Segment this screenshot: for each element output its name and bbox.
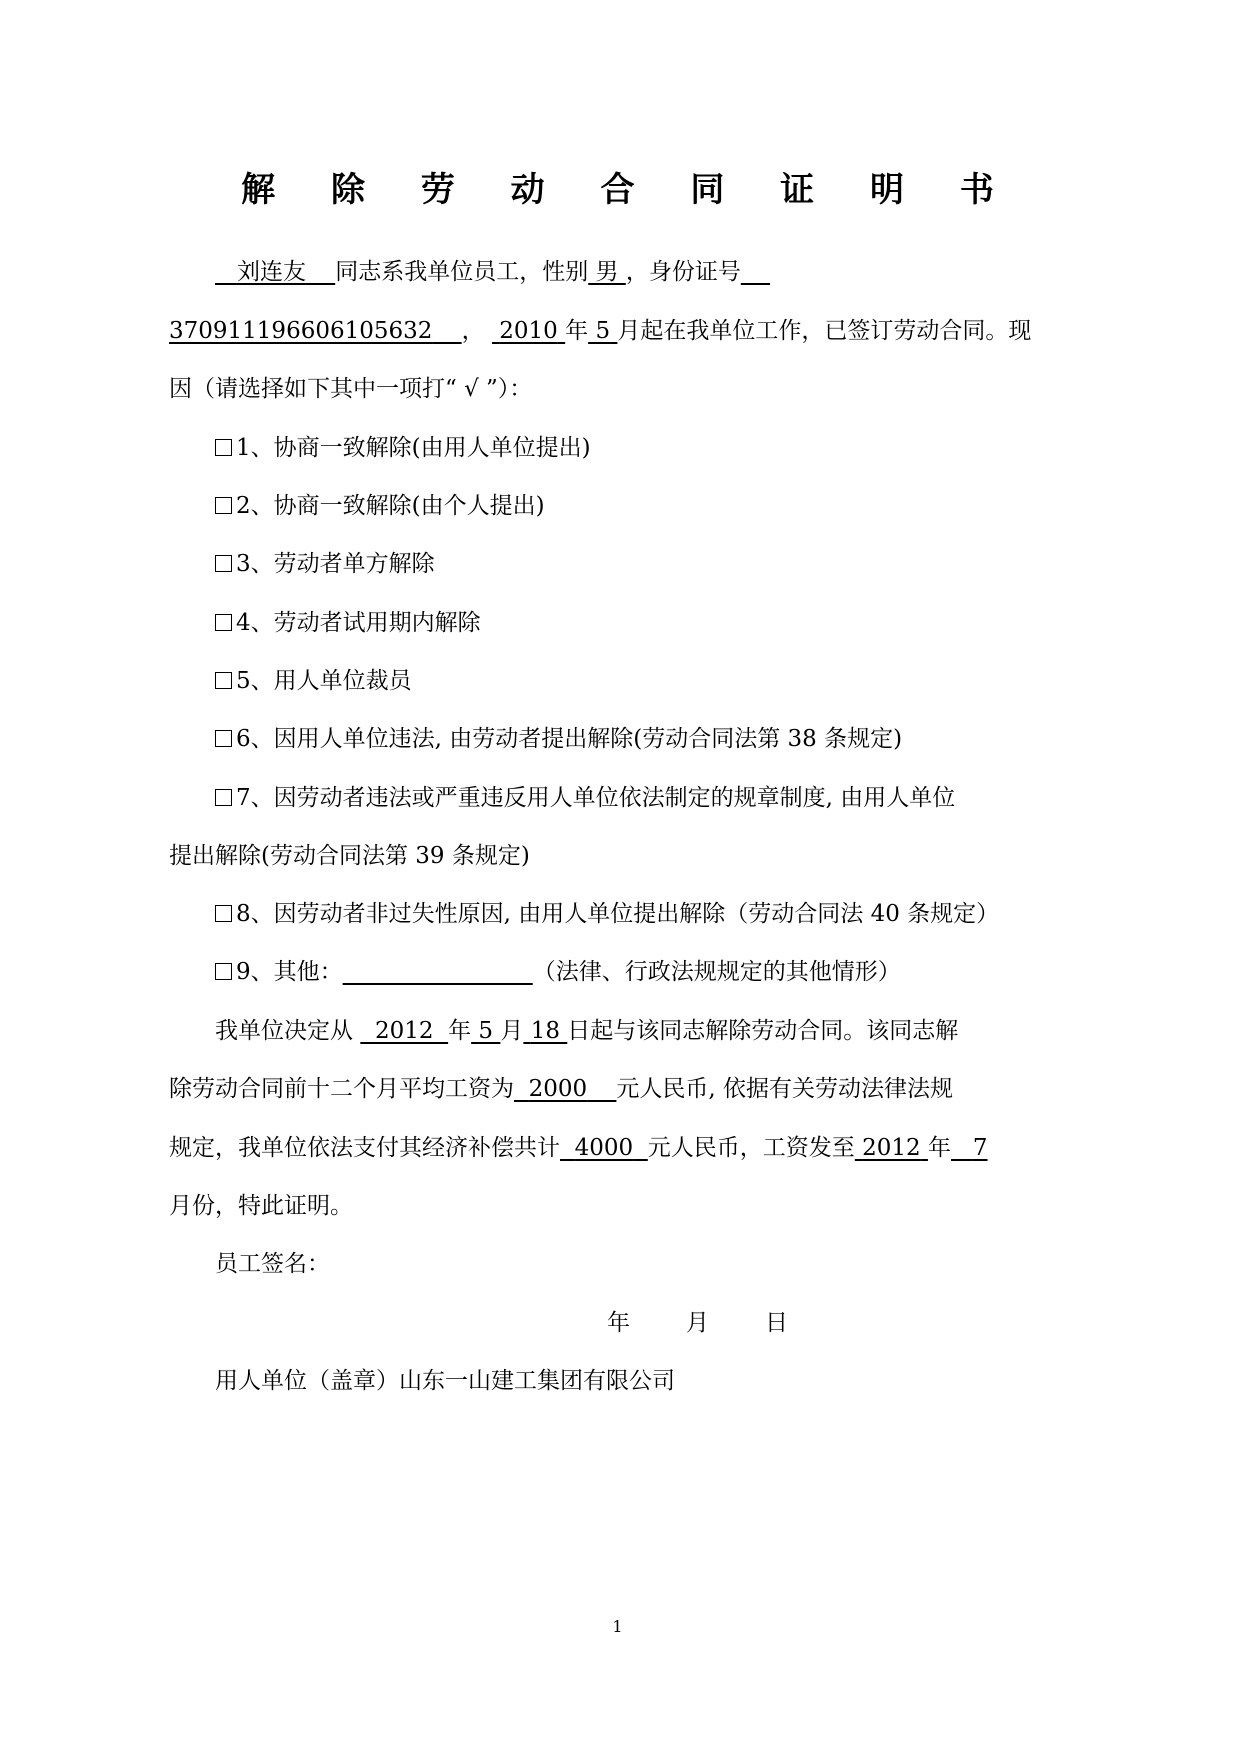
intro-text-3: ， — [461, 318, 485, 344]
decision-line-4: 月份，特此证明。 — [169, 1193, 353, 1219]
checkbox[interactable] — [215, 730, 232, 747]
checkbox[interactable] — [215, 789, 232, 806]
date-year-label: 年 — [607, 1310, 630, 1336]
employer-name: 山东一山建工集团有限公司 — [399, 1368, 675, 1394]
page-number: 1 — [612, 1617, 623, 1636]
checkbox[interactable] — [215, 905, 232, 922]
option-7-continued: 提出解除(劳动合同法第 39 条规定) — [169, 843, 530, 869]
termination-month: 5 — [478, 1018, 494, 1044]
termination-day: 18 — [530, 1018, 560, 1044]
checkbox[interactable] — [215, 672, 232, 689]
start-month: 5 — [595, 318, 611, 344]
termination-year: 2012 — [374, 1018, 434, 1044]
employee-gender: 男 — [595, 259, 619, 285]
date-day-label: 日 — [765, 1310, 788, 1336]
option-3: 3、劳动者单方解除 — [215, 548, 435, 580]
intro-text-1: 同志系我单位员工，性别 — [335, 259, 589, 285]
other-reason-blank[interactable] — [343, 959, 533, 985]
start-year: 2010 — [499, 318, 558, 344]
checkbox[interactable] — [215, 555, 232, 572]
intro-line-3: 因（请选择如下其中一项打“ √ ”）： — [169, 376, 533, 402]
option-6: 6、因用人单位违法, 由劳动者提出解除(劳动合同法第 38 条规定) — [215, 723, 902, 755]
intro-text-4: 年 — [565, 318, 589, 344]
checkbox[interactable] — [215, 497, 232, 514]
document-title: 解 除 劳 动 合 同 证 明 书 — [241, 170, 1016, 210]
employee-signature-label: 员工签名： — [215, 1251, 330, 1277]
employee-name: 刘连友 — [236, 259, 306, 285]
checkbox[interactable] — [215, 439, 232, 456]
checkbox[interactable] — [215, 963, 232, 980]
compensation-amount: 4000 — [574, 1135, 634, 1161]
decision-line-1: 我单位决定从 2012 年 5 月 18 日起与该同志解除劳动合同。该同志解 — [215, 1018, 959, 1044]
pay-month: 7 — [972, 1135, 988, 1161]
id-blank — [741, 259, 770, 285]
checkbox[interactable] — [215, 614, 232, 631]
option-5: 5、用人单位裁员 — [215, 665, 412, 697]
date-month-label: 月 — [686, 1310, 709, 1336]
option-9: 9、其他： （法律、行政法规规定的其他情形） — [215, 956, 901, 988]
intro-line-1 — [215, 256, 770, 288]
intro-line-2 — [169, 315, 1031, 347]
option-2: 2、协商一致解除(由个人提出) — [215, 490, 545, 522]
intro-text-2: ，身份证号 — [625, 259, 741, 285]
decision-line-3: 规定，我单位依法支付其经济补偿共计 4000 元人民币，工资发至 2012 年 7 — [169, 1135, 988, 1161]
option-4: 4、劳动者试用期内解除 — [215, 607, 481, 639]
option-7: 7、因劳动者违法或严重违反用人单位依法制定的规章制度, 由用人单位 — [215, 782, 955, 814]
pay-year: 2012 — [862, 1135, 921, 1161]
employer-line — [215, 1365, 675, 1397]
option-1: 1、协商一致解除(由用人单位提出) — [215, 432, 591, 464]
id-number: 370911196606105632 — [169, 318, 433, 344]
decision-line-2: 除劳动合同前十二个月平均工资为 2000 元人民币, 依据有关劳动法律法规 — [169, 1076, 954, 1102]
intro-text-5: 月起在我单位工作，已签订劳动合同。现 — [617, 318, 1032, 344]
employer-label: 用人单位（盖章） — [215, 1368, 399, 1394]
option-8: 8、因劳动者非过失性原因, 由用人单位提出解除（劳动合同法 40 条规定） — [215, 898, 999, 930]
average-salary: 2000 — [528, 1076, 588, 1102]
